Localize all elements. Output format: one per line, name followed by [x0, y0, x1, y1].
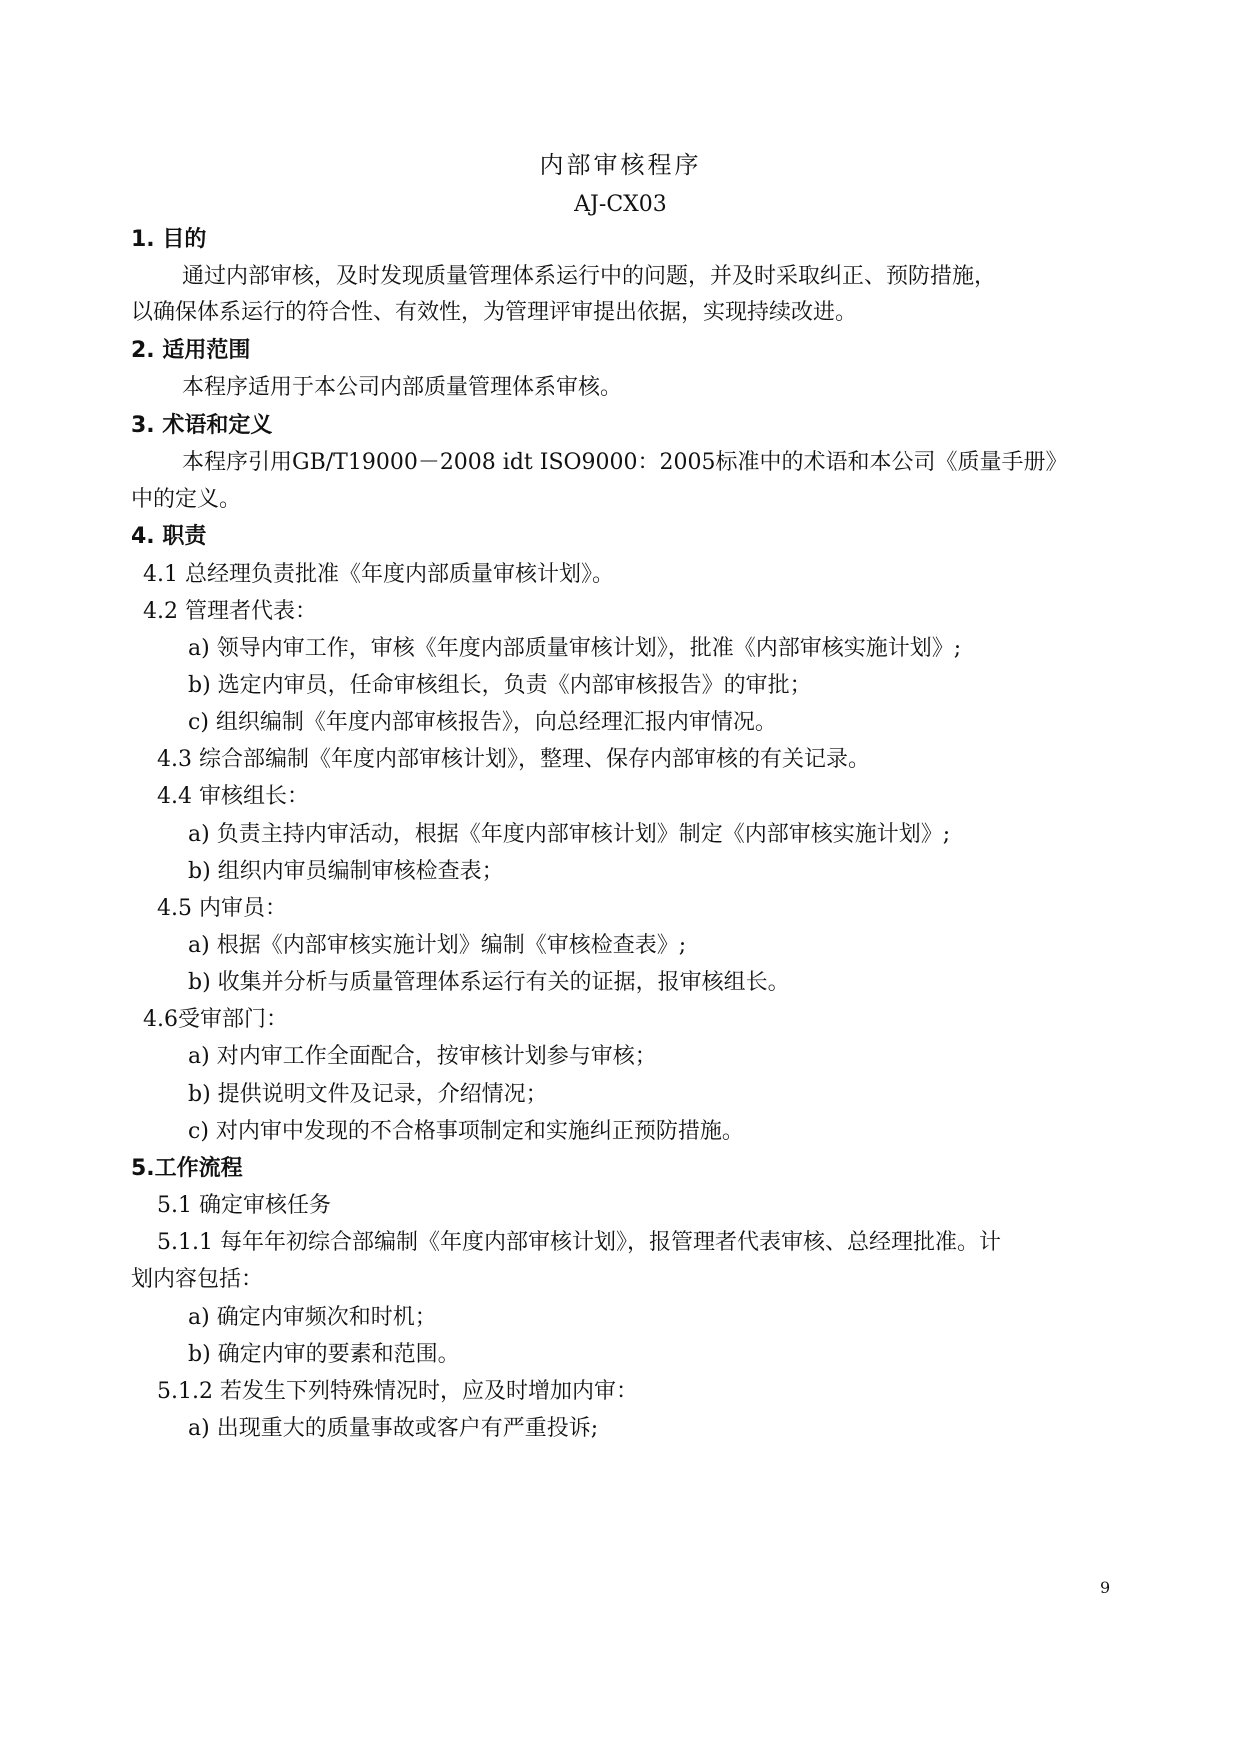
list-item: a) 确定内审频次和时机； — [188, 1305, 437, 1330]
document-title: 内部审核程序 — [539, 151, 702, 179]
section-heading-workflow: 5.工作流程 — [131, 1156, 243, 1181]
list-item: a) 领导内审工作，审核《年度内部质量审核计划》，批准《内部审核实施计划》; — [188, 636, 962, 661]
paragraph-line: 本程序引用GB/T19000－2008 idt ISO9000：2005标准中的术语和本公司《质量手册》 — [182, 450, 1068, 475]
list-item: 5.1.1 每年年初综合部编制《年度内部审核计划》，报管理者代表审核、总经理批准。计 — [157, 1230, 1001, 1255]
list-item: 5.1 确定审核任务 — [157, 1193, 331, 1218]
list-item: a) 对内审工作全面配合，按审核计划参与审核； — [188, 1044, 657, 1069]
list-item: b) 确定内审的要素和范围。 — [188, 1342, 460, 1367]
list-item: a) 根据《内部审核实施计划》编制《审核检查表》; — [188, 933, 687, 958]
section-heading-terms: 3. 术语和定义 — [131, 413, 273, 438]
list-item: 4.3 综合部编制《年度内部审核计划》，整理、保存内部审核的有关记录。 — [157, 747, 870, 772]
list-item: 4.4 审核组长： — [157, 784, 309, 809]
document-code: AJ-CX03 — [574, 192, 667, 217]
list-item: 4.6受审部门： — [143, 1007, 288, 1032]
paragraph-line: 通过内部审核，及时发现质量管理体系运行中的问题，并及时采取纠正、预防措施， — [182, 264, 997, 289]
list-item: b) 选定内审员，任命审核组长，负责《内部审核报告》的审批； — [188, 673, 812, 698]
paragraph-line: 以确保体系运行的符合性、有效性，为管理评审提出依据，实现持续改进。 — [131, 300, 858, 325]
list-item: c) 组织编制《年度内部审核报告》，向总经理汇报内审情况。 — [188, 710, 777, 735]
list-item: 4.1 总经理负责批准《年度内部质量审核计划》。 — [143, 562, 614, 587]
list-item: a) 出现重大的质量事故或客户有严重投诉; — [188, 1416, 599, 1441]
list-item: b) 组织内审员编制审核检查表； — [188, 859, 504, 884]
paragraph-line: 中的定义。 — [131, 487, 242, 512]
list-item: 5.1.2 若发生下列特殊情况时，应及时增加内审： — [157, 1379, 638, 1404]
section-heading-responsibilities: 4. 职责 — [131, 524, 207, 549]
section-heading-purpose: 1. 目的 — [131, 227, 207, 252]
list-item: b) 提供说明文件及记录，介绍情况； — [188, 1082, 548, 1107]
paragraph-line: 本程序适用于本公司内部质量管理体系审核。 — [182, 375, 623, 400]
list-item: b) 收集并分析与质量管理体系运行有关的证据，报审核组长。 — [188, 970, 790, 995]
list-item: c) 对内审中发现的不合格事项制定和实施纠正预防措施。 — [188, 1119, 744, 1144]
list-item: a) 负责主持内审活动，根据《年度内部审核计划》制定《内部审核实施计划》; — [188, 822, 951, 847]
list-item: 划内容包括： — [131, 1267, 264, 1292]
list-item: 4.2 管理者代表： — [143, 599, 317, 624]
page-number: 9 — [1100, 1578, 1111, 1597]
list-item: 4.5 内审员： — [157, 896, 287, 921]
section-heading-scope: 2. 适用范围 — [131, 338, 251, 363]
